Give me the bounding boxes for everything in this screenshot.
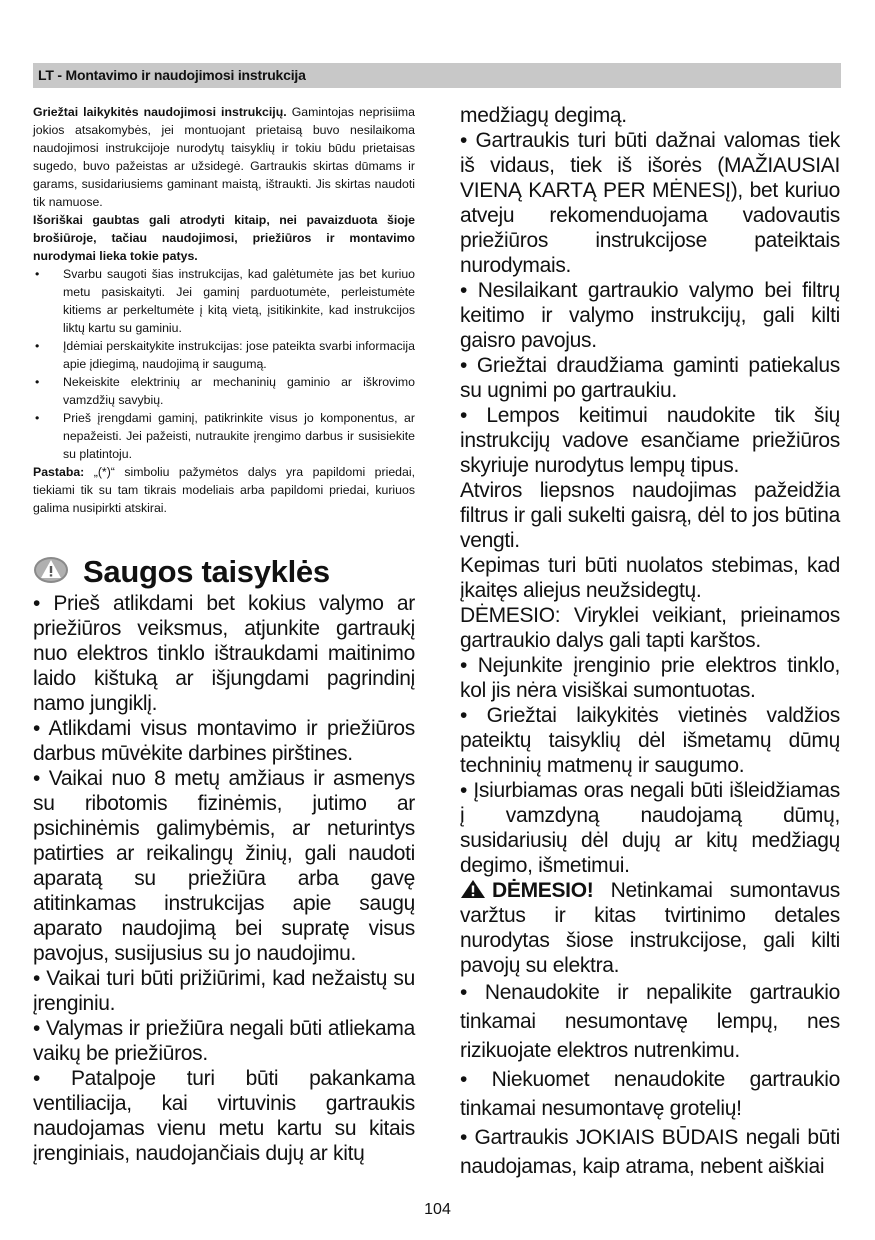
section-heading	[33, 554, 415, 594]
safety-rule: Kepimas turi būti nuolatos stebimas, kad įkaitęs aliejus neužsidegtų.	[460, 554, 840, 602]
warning-triangle-icon	[460, 879, 486, 899]
safety-rule: • Patalpoje turi būti pakankama ventiliacija, kai virtuvinis gartraukis naudojamas vienu metu kartu su kitais įrenginiais, naudojančiais dujų ar kitų	[33, 1067, 415, 1165]
safety-rule: • Vaikai nuo 8 metų amžiaus ir asmenys su ribotomis fizinėmis, jutimo ar psichinėmis galimybėmis, ar neturintys patirties ar reikalingų žinių, gali naudoti aparatą su priežiūra arba gavę atitinkamas instrukcijas apie saugų aparato naudojimą bei supratę visus pavojus, susijusius su jo naudojimu.	[33, 767, 415, 965]
intro-section	[33, 103, 415, 517]
bullet-icon: •	[35, 411, 40, 425]
safety-rule: • Gartraukis JOKIAIS BŪDAIS negali būti naudojamas, kaip atrama, nebent aiškiai	[460, 1126, 840, 1178]
safety-rule: • Nenaudokite ir nepalikite gartraukio tinkamai nesumontavę lempų, nes rizikuojate elektros nutrenkimu.	[460, 981, 840, 1062]
safety-rule: • Gartraukis turi būti dažnai valomas tiek iš vidaus, tiek iš išorės (MAŽIAUSIAI VIENĄ KARTĄ PER MĖNESĮ), bet kuriuo atveju rekomenduojama vadovautis priežiūros instrukcijose pateiktais nurodymais.	[460, 129, 840, 277]
intro-lead-text: Gamintojas neprisiima jokios atsakomybės, jei montuojant prietaisą buvo nesilaikoma naudojimosi instrukcijoje nurodytų taisyklių ir tokiu būdu prietaisas sugedo, buvo pažeistas ar užsidegė. Gartraukis skirtas dūmams ir garams, susidariusiems gaminant maistą, ištraukti. Jis skirtas naudoti tik namuose.	[33, 105, 415, 209]
note-text: „(*)“ simboliu pažymėtos dalys yra papildomi priedai, tiekiami tik su tam tikrais modeliais arba papildomi priedai, kuriuos galima nusipirkti atskirai.	[33, 465, 415, 515]
intro-bullet-list	[33, 265, 415, 463]
safety-rule: • Prieš atlikdami bet kokius valymo ar priežiūros veiksmus, atjunkite gartraukį nuo elektros tinklo ištraukdami maitinimo laido kištuką ar išjungdami pagrindinį namo jungiklį.	[33, 592, 415, 715]
list-item: • Svarbu saugoti šias instrukcijas, kad galėtumėte jas bet kuriuo metu pasiskaityti. Jei gaminį parduotumėte, perleistumėte kitiems ar perkeltumėte į kitą vietą, įsitikinkite, kad instrukcijos liktų kartu su gaminiu.	[35, 267, 415, 335]
safety-rule: • Griežtai draudžiama gaminti patiekalus su ugnimi po gartraukiu.	[460, 354, 840, 402]
safety-rule: • Niekuomet nenaudokite gartraukio tinkamai nesumontavę grotelių!	[460, 1068, 840, 1120]
intro-paragraph	[33, 103, 415, 211]
warning-icon	[33, 556, 69, 584]
bullet-icon: •	[35, 267, 40, 281]
warning-text: Netinkamai sumontavus varžtus ir kitas tvirtinimo detales nurodytas šiose instrukcijose, gali kilti pavojų su elektra.	[460, 879, 840, 977]
safety-rule: • Lempos keitimui naudokite tik šių instrukcijų vadove esančiame priežiūros skyriuje nurodytus lempų tipus.	[460, 404, 840, 477]
warning-label: DĖMESIO!	[492, 879, 594, 902]
safety-rule: DĖMESIO: Viryklei veikiant, prieinamos gartraukio dalys gali tapti karštos.	[460, 604, 840, 652]
safety-rule: • Vaikai turi būti prižiūrimi, kad nežaistų su įrenginiu.	[33, 967, 415, 1015]
left-safety-column	[33, 591, 415, 1166]
bullet-icon: •	[35, 375, 40, 389]
header-bar	[33, 63, 841, 88]
warning-paragraph	[460, 878, 840, 978]
safety-rule: • Nejunkite įrenginio prie elektros tinklo, kol jis nėra visiškai sumontuotas.	[460, 654, 840, 702]
page-number: 104	[424, 1201, 451, 1218]
safety-rule: • Nesilaikant gartraukio valymo bei filtrų keitimo ir valymo instrukcijų, gali kilti gaisro pavojus.	[460, 279, 840, 352]
safety-rule: • Griežtai laikykitės vietinės valdžios pateiktų taisyklių dėl išmetamų dūmų techninių matmenų ir saugumo.	[460, 704, 840, 777]
safety-rule: • Įsiurbiamas oras negali būti išleidžiamas į vamzdyną naudojamą dūmų, susidariusių dėl dujų ar kitų medžiagų degimo, išmetimui.	[460, 779, 840, 877]
intro-lead-bold: Griežtai laikykitės naudojimosi instrukcijų.	[33, 105, 287, 119]
right-safety-column	[460, 103, 840, 1181]
section-title: Saugos taisyklės	[83, 554, 330, 589]
safety-rule: medžiagų degimą.	[460, 104, 627, 127]
intro-bold-paragraph: Išoriškai gaubtas gali atrodyti kitaip, nei pavaizduota šioje brošiūroje, tačiau naudojimosi, priežiūros ir montavimo nurodymai lieka tokie patys.	[33, 213, 415, 263]
safety-rule: Atviros liepsnos naudojimas pažeidžia filtrus ir gali sukelti gaisrą, dėl to jos būtina vengti.	[460, 479, 840, 552]
list-item: • Nekeiskite elektrinių ar mechaninių gaminio ar iškrovimo vamzdžių savybių.	[35, 375, 415, 407]
safety-rule: • Atlikdami visus montavimo ir priežiūros darbus mūvėkite darbines pirštines.	[33, 717, 415, 765]
list-item: • Prieš įrengdami gaminį, patikrinkite visus jo komponentus, ar nepažeisti. Jei pažeisti, nutraukite įrengimo darbus ir susisiekite su platintoju.	[35, 411, 415, 461]
safety-rule: • Valymas ir priežiūra negali būti atliekama vaikų be priežiūros.	[33, 1017, 415, 1065]
note-paragraph	[33, 463, 415, 517]
page-title: LT - Montavimo ir naudojimosi instrukcija	[38, 67, 306, 83]
note-label: Pastaba:	[33, 465, 85, 479]
bullet-icon: •	[35, 339, 40, 353]
list-item: • Įdėmiai perskaitykite instrukcijas: jose pateikta svarbi informacija apie įdiegimą, naudojimą ir saugumą.	[35, 339, 415, 371]
